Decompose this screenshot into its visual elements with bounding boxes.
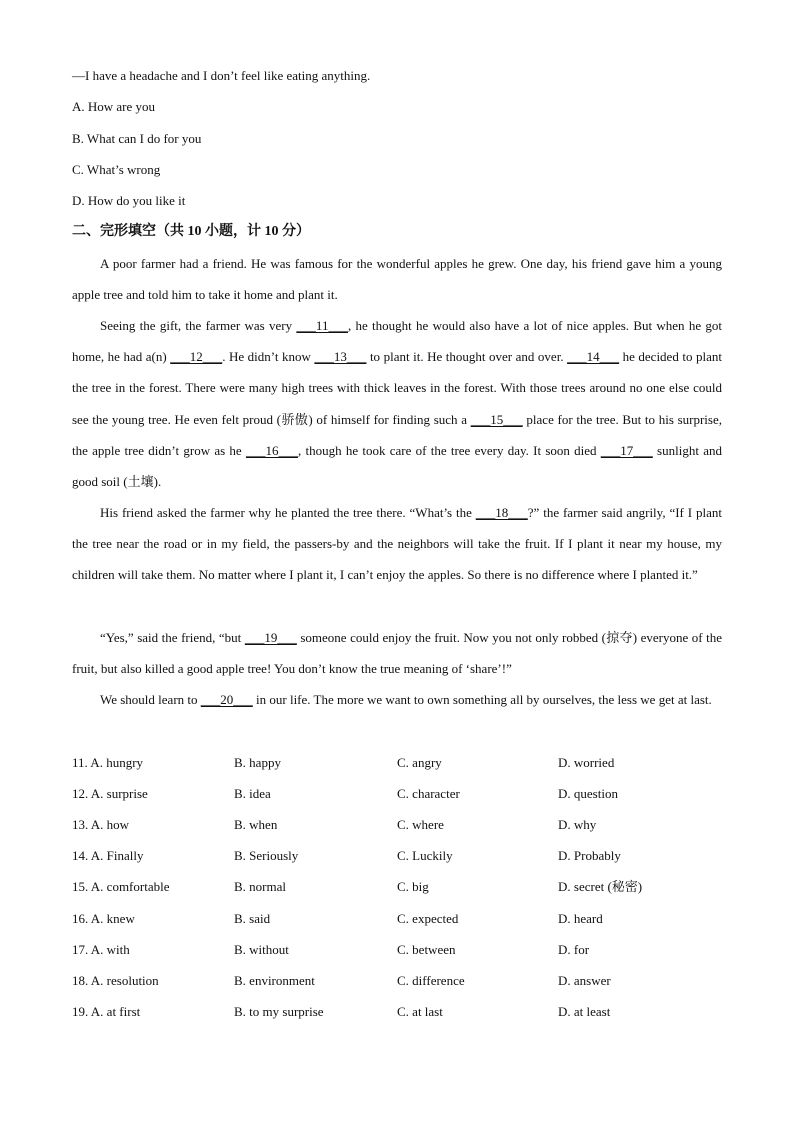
options-row-18: [72, 972, 722, 990]
blank-19[interactable]: ___19___: [244, 630, 297, 645]
option-18-c[interactable]: C. difference: [397, 973, 465, 988]
option-18-a[interactable]: 18. A. resolution: [72, 973, 159, 988]
option-17-c[interactable]: C. between: [397, 942, 456, 957]
option-11-a[interactable]: 11. A. hungry: [72, 755, 144, 770]
option-16-c[interactable]: C. expected: [397, 911, 459, 926]
passage-paragraph-4: “Yes,” said the friend, “but ___19___ someone could enjoy the fruit. Now you not only robbed (掠夺) everyone of the fruit, but also killed a good apple tree! You don’t know the true meaning of ‘share’!”: [72, 630, 722, 677]
option-19-d[interactable]: D. at least: [558, 1004, 611, 1019]
option-13-b[interactable]: B. when: [234, 817, 278, 832]
options-row-17: [72, 941, 722, 959]
option-19-c[interactable]: C. at last: [397, 1004, 443, 1019]
blank-12[interactable]: ___12___: [170, 349, 223, 365]
option-15-a[interactable]: 15. A. comfortable: [72, 879, 170, 894]
options-row-12: [72, 785, 722, 803]
option-18-d[interactable]: D. answer: [558, 973, 611, 988]
option-16-d[interactable]: D. heard: [558, 911, 603, 926]
section-title: 二、完形填空（共 10 小题，计 10 分）: [72, 224, 310, 239]
blank-18[interactable]: ___18___: [475, 505, 528, 520]
option-12-b[interactable]: B. idea: [234, 786, 271, 801]
option-19-a[interactable]: 19. A. at first: [72, 1004, 141, 1019]
passage-paragraph-5: We should learn to ___20___ in our life. The more we want to own something all by ourselves, the less we get at last.: [100, 692, 712, 707]
blank-14[interactable]: ___14___: [567, 349, 620, 365]
prev-option-c: C. What’s wrong: [72, 162, 161, 177]
option-15-d[interactable]: D. secret (秘密): [558, 879, 643, 894]
option-13-a[interactable]: 13. A. how: [72, 817, 130, 832]
option-17-b[interactable]: B. without: [234, 942, 289, 957]
option-14-b[interactable]: B. Seriously: [234, 848, 299, 863]
dialogue-answer-line: —I have a headache and I don’t feel like eating anything.: [72, 68, 371, 83]
option-19-b[interactable]: B. to my surprise: [234, 1004, 324, 1019]
option-16-b[interactable]: B. said: [234, 911, 271, 926]
option-14-c[interactable]: C. Luckily: [397, 848, 453, 863]
blank-13[interactable]: ___13___: [314, 349, 367, 365]
prev-option-b: B. What can I do for you: [72, 131, 202, 146]
option-11-d[interactable]: D. worried: [558, 755, 615, 770]
blank-15[interactable]: ___15___: [470, 411, 523, 427]
passage-paragraph-2: Seeing the gift, the farmer was very ___11___, he thought he would also have a lot of nice apples. But when he got home, he had a(n) ___12___. He didn’t know ___13___ to plant it. He thought over and over. ___14___ he decided to plant the tree in the forest. There were many high trees with thick leaves in the forest. With those trees around no one else could see the young tree. He even felt proud (骄傲) of himself for finding such a ___15___ place for the tree. But to his surprise, the apple tree didn’t grow as he ___16___, though he took care of the tree every day. It soon died ___17___ sunlight and good soil (土壤).: [72, 318, 722, 490]
option-14-d[interactable]: D. Probably: [558, 848, 621, 863]
option-17-a[interactable]: 17. A. with: [72, 942, 130, 957]
option-12-a[interactable]: 12. A. surprise: [72, 786, 148, 801]
blank-16[interactable]: ___16___: [245, 442, 298, 458]
options-row-16: [72, 910, 722, 928]
options-row-15: [72, 878, 722, 896]
option-12-d[interactable]: D. question: [558, 786, 618, 801]
options-row-14: [72, 847, 722, 865]
blank-20[interactable]: ___20___: [200, 692, 253, 707]
option-16-a[interactable]: 16. A. knew: [72, 911, 135, 926]
prev-option-d: D. How do you like it: [72, 193, 186, 208]
option-15-c[interactable]: C. big: [397, 879, 429, 894]
option-11-c[interactable]: C. angry: [397, 755, 442, 770]
option-14-a[interactable]: 14. A. Finally: [72, 848, 144, 863]
blank-11[interactable]: ___11___: [296, 318, 348, 333]
passage-paragraph-3: His friend asked the farmer why he planted the tree there. “What’s the ___18___?” the farmer said angrily, “If I plant the tree near the road or in my field, the passers-by and the neighbors will take the fruit. If I plant it near my house, my children will take them. No matter where I plant it, I can’t enjoy the apples. So there is no difference where I planted it.”: [72, 505, 722, 583]
options-row-11: [72, 754, 722, 772]
option-13-c[interactable]: C. where: [397, 817, 444, 832]
options-row-19: [72, 1003, 722, 1021]
options-row-13: [72, 816, 722, 834]
blank-17[interactable]: ___17___: [600, 442, 653, 458]
option-12-c[interactable]: C. character: [397, 786, 460, 801]
passage-paragraph-1: A poor farmer had a friend. He was famous for the wonderful apples he grew. One day, his friend gave him a young apple tree and told him to take it home and plant it.: [72, 256, 722, 303]
option-11-b[interactable]: B. happy: [234, 755, 281, 770]
prev-option-a: A. How are you: [72, 99, 156, 114]
option-15-b[interactable]: B. normal: [234, 879, 286, 894]
option-17-d[interactable]: D. for: [558, 942, 590, 957]
option-18-b[interactable]: B. environment: [234, 973, 315, 988]
option-13-d[interactable]: D. why: [558, 817, 597, 832]
